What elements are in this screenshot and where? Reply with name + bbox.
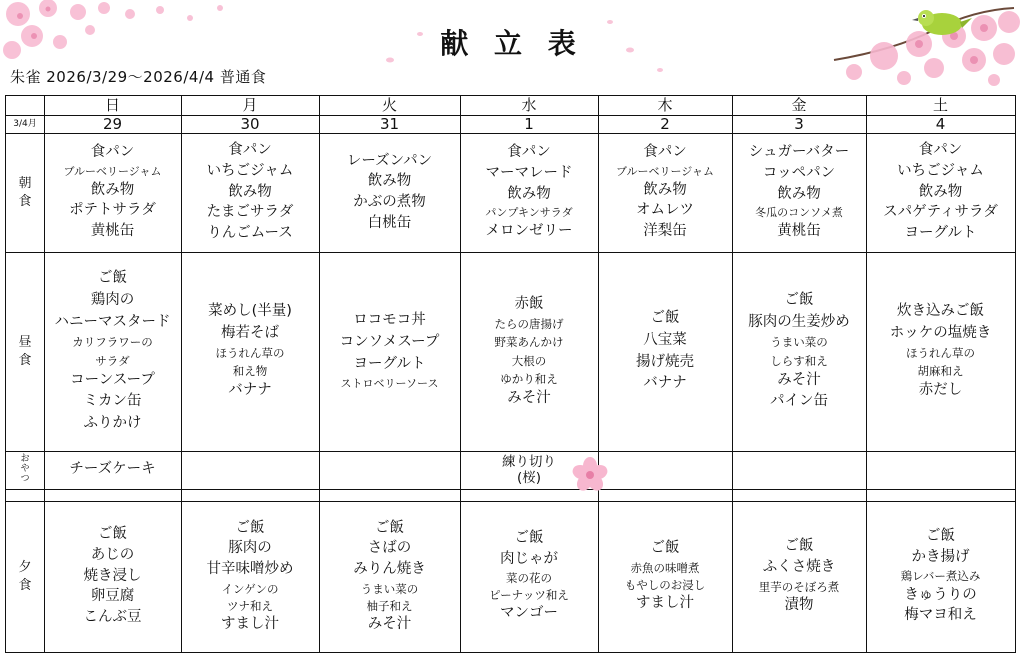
menu-item: ミカン缶 <box>83 393 142 410</box>
menu-item: ふりかけ <box>83 414 142 431</box>
breakfast-cell <box>598 133 732 252</box>
date-header: 3 <box>794 114 804 133</box>
menu-table <box>5 95 1016 653</box>
snack-cell <box>732 451 866 489</box>
menu-item: ほうれん草の <box>215 346 285 361</box>
menu-item: いちごジャム <box>206 162 294 179</box>
weekday-header: 火 <box>381 96 397 115</box>
menu-item: たまごサラダ <box>206 204 294 221</box>
lunch-cell <box>181 252 319 451</box>
menu-item: 食パン <box>918 142 963 159</box>
menu-item: 里芋のそぼろ煮 <box>758 579 840 594</box>
menu-item: ホッケの塩焼き <box>889 324 992 341</box>
menu-item: みそ汁 <box>367 615 412 632</box>
menu-item: メロンゼリー <box>485 222 573 239</box>
menu-item: ブルーベリージャム <box>615 165 715 179</box>
menu-item: うまい菜の <box>360 581 419 596</box>
menu-item: さばの <box>367 540 412 557</box>
menu-item: 菜めし(半量) <box>208 302 292 319</box>
menu-item: しらす和え <box>770 353 828 368</box>
lunch-cell <box>732 252 866 451</box>
snack-cell <box>598 451 732 489</box>
menu-item: バナナ <box>228 382 272 399</box>
breakfast-cell <box>866 133 1015 252</box>
menu-item: 赤だし <box>918 382 963 399</box>
menu-item: ふくさ焼き <box>762 559 836 576</box>
date-header: 30 <box>240 114 260 133</box>
weekday-header: 月 <box>242 96 258 115</box>
menu-item: ハニーマスタード <box>54 313 171 330</box>
menu-item: ロコモコ丼 <box>353 312 426 329</box>
menu-item: 黄桃缶 <box>777 222 821 239</box>
menu-item: ゆかり和え <box>500 371 558 386</box>
menu-item: 飲み物 <box>90 181 135 198</box>
menu-item: コッペパン <box>762 165 836 182</box>
menu-item: コンソメスープ <box>339 333 440 350</box>
weekday-header: 金 <box>791 96 807 115</box>
menu-item: 炊き込みご飯 <box>897 302 984 319</box>
menu-item: ストロベリーソース <box>340 377 439 391</box>
menu-item: ほうれん草の <box>906 346 975 361</box>
dinner-cell <box>866 501 1015 652</box>
date-header: 31 <box>379 114 400 133</box>
breakfast-cell <box>732 133 866 252</box>
lunch-cell <box>460 252 598 451</box>
menu-item: カリフラワーの <box>72 335 153 350</box>
menu-item: ご飯 <box>784 538 814 555</box>
menu-item: レーズンパン <box>346 152 433 169</box>
dinner-cell <box>732 501 866 652</box>
menu-item: 豚肉の生姜炒め <box>748 313 850 330</box>
menu-item: ご飯 <box>98 270 127 287</box>
menu-item: ツナ和え <box>227 598 273 613</box>
menu-item: 冬瓜のコンソメ煮 <box>755 206 843 220</box>
menu-item: 飲み物 <box>507 185 551 202</box>
menu-item: サラダ <box>95 353 130 368</box>
menu-item: すまし汁 <box>221 615 279 632</box>
lunch-cell <box>598 252 732 451</box>
menu-item: 食パン <box>90 144 135 161</box>
menu-item: ご飯 <box>926 528 955 545</box>
menu-item: こんぶ豆 <box>83 609 142 626</box>
date-header: 4 <box>935 114 946 133</box>
menu-item: スパゲティサラダ <box>883 204 998 221</box>
menu-item: かき揚げ <box>911 548 970 565</box>
menu-item: パンプキンサラダ <box>485 206 573 220</box>
weekday-header: 木 <box>657 96 673 115</box>
menu-item: ヨーグルト <box>904 225 977 242</box>
menu-item: 食パン <box>228 142 272 159</box>
snack-cell <box>319 451 460 489</box>
meal-label-snack: お や つ <box>20 454 30 484</box>
menu-item: 飲み物 <box>918 183 963 200</box>
menu-item: 鶏肉の <box>90 292 135 309</box>
breakfast-cell <box>44 133 181 252</box>
menu-item: もやしのお浸し <box>624 578 706 592</box>
date-header: 29 <box>102 114 123 133</box>
menu-item: バナナ <box>643 375 687 392</box>
table-row-divider <box>6 489 1015 490</box>
menu-item: りんごムース <box>207 225 293 242</box>
dinner-cell <box>598 501 732 652</box>
snack-cell <box>44 451 181 489</box>
menu-item: 食パン <box>643 144 687 161</box>
menu-item: 洋梨缶 <box>643 222 687 239</box>
page-subtitle: 朱雀 2026/3/29〜2026/4/4 普通食 <box>10 68 267 86</box>
menu-item: きゅうりの <box>904 586 977 603</box>
menu-item: 豚肉の <box>228 540 272 557</box>
menu-item: あじの <box>90 546 135 563</box>
menu-item: ご飯 <box>375 519 404 536</box>
meal-label-dinner: 夕 食 <box>18 559 32 593</box>
breakfast-cell <box>460 133 598 252</box>
sakura-flower-icon <box>570 455 610 495</box>
menu-item: (桜) <box>516 470 542 486</box>
menu-item: 和え物 <box>232 364 268 379</box>
menu-item: 揚げ焼売 <box>636 353 694 370</box>
dinner-cell <box>181 501 319 652</box>
menu-item: みそ汁 <box>777 371 821 388</box>
menu-item: 肉じゃが <box>500 550 558 567</box>
menu-item: ブルーベリージャム <box>63 165 162 179</box>
menu-item: 柚子和え <box>366 598 413 613</box>
breakfast-cell <box>319 133 460 252</box>
lunch-cell <box>866 252 1015 451</box>
menu-item: ご飯 <box>650 310 680 327</box>
menu-item: 飲み物 <box>643 181 687 198</box>
menu-item: ご飯 <box>98 526 127 543</box>
dinner-cell <box>44 501 181 652</box>
dinner-cell <box>319 501 460 652</box>
lunch-cell <box>319 252 460 451</box>
menu-item: みそ汁 <box>507 389 551 406</box>
menu-item: 野菜あんかけ <box>494 335 564 350</box>
month-label: 3/4月 <box>13 118 37 129</box>
menu-item: ご飯 <box>650 540 680 557</box>
meal-label-breakfast: 朝 食 <box>18 175 32 209</box>
menu-item: 八宝菜 <box>643 331 687 348</box>
menu-item: 赤飯 <box>514 295 544 312</box>
weekday-header: 日 <box>104 96 120 115</box>
weekday-header: 土 <box>932 96 948 115</box>
menu-item: チーズケーキ <box>69 461 156 478</box>
menu-item: シュガーバター <box>748 144 850 161</box>
menu-item: 飲み物 <box>228 183 272 200</box>
menu-item: ピーナッツ和え <box>489 588 569 603</box>
menu-item: マーマレード <box>485 165 573 182</box>
snack-cell <box>181 451 319 489</box>
menu-item: うまい菜の <box>770 335 828 350</box>
menu-item: みりん焼き <box>353 560 426 577</box>
menu-item: 赤魚の味噌煮 <box>630 560 700 575</box>
meal-label-lunch: 昼 食 <box>18 334 32 368</box>
menu-item: 白桃缶 <box>367 214 412 231</box>
menu-item: 鶏レバー煮込み <box>900 569 981 584</box>
menu-item: ご飯 <box>235 519 265 536</box>
menu-item: マンゴー <box>500 605 558 622</box>
menu-item: 菜の花の <box>506 571 552 586</box>
menu-item: ご飯 <box>784 292 814 309</box>
menu-item: 胡麻和え <box>917 364 964 379</box>
menu-item: パイン缶 <box>770 393 828 410</box>
menu-item: コーンスープ <box>70 371 155 388</box>
lunch-cell <box>44 252 181 451</box>
menu-item: すまし汁 <box>636 595 694 612</box>
weekday-header: 水 <box>521 96 537 115</box>
menu-item: インゲンの <box>221 581 279 596</box>
menu-item: たらの唐揚げ <box>494 317 564 332</box>
menu-item: 練り切り <box>502 453 556 470</box>
menu-item: かぶの煮物 <box>353 194 426 210</box>
menu-item: 食パン <box>507 144 551 161</box>
menu-item: 卵豆腐 <box>90 588 135 605</box>
menu-item: 漬物 <box>784 596 814 613</box>
breakfast-cell <box>181 133 319 252</box>
menu-item: ヨーグルト <box>353 355 426 372</box>
menu-item: 大根の <box>511 353 547 368</box>
menu-item: オムレツ <box>636 202 694 219</box>
menu-item: ポテトサラダ <box>69 202 156 219</box>
menu-item: 焼き浸し <box>83 567 142 584</box>
menu-item: 梅マヨ和え <box>904 607 977 624</box>
menu-item: 甘辛味噌炒め <box>206 560 294 577</box>
menu-item: 飲み物 <box>367 173 412 190</box>
date-header: 2 <box>660 114 670 133</box>
dinner-cell <box>460 501 598 652</box>
menu-item: 飲み物 <box>777 185 821 202</box>
snack-cell <box>866 451 1015 489</box>
page-title: 献 立 表 <box>440 27 584 60</box>
date-header: 1 <box>524 114 534 133</box>
menu-item: いちごジャム <box>897 162 984 179</box>
menu-item: 梅若そば <box>221 324 279 341</box>
menu-item: ご飯 <box>514 529 544 546</box>
menu-item: 黄桃缶 <box>90 222 135 239</box>
